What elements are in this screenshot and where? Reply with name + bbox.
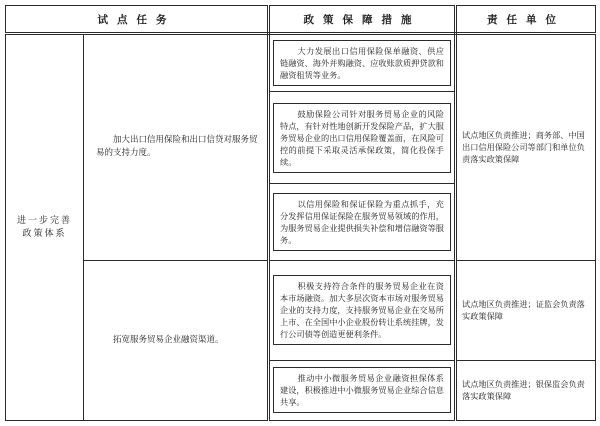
responsibility-text-3: 试点地区负责推进；银保监会负责落实政策保障 [462,379,585,402]
responsibility-text-2: 试点地区负责推进；证监会负责落实政策保障 [462,299,585,322]
header-task: 试点任务 [6,6,269,34]
measure-text: 积极支持符合条件的服务贸易企业在资本市场融资。加大多层次资本市场对服务贸易企业的支持力度，支持服务贸易企业在交易所上市、在全国中小企业股份转让系统挂牌，发行公司债等创造更便利条件。 [280,281,444,340]
measure-cell-2-1 [269,260,456,360]
measure-box [273,275,451,345]
measure-text: 鼓励保险公司针对服务贸易企业的风险特点，有针对性地创新开发保险产品，扩大服务贸易企业的出口信用保险覆盖面，在风险可控的前提下采取灵活承保政策，简化投保手续。 [280,108,444,167]
task-text-1: 加大出口信用保险和出口信贷对服务贸易的支持力度。 [96,135,258,159]
task-cell-2 [84,260,269,420]
task-cell-1 [84,34,269,261]
responsibility-cell-2 [456,260,596,360]
table-row [6,34,596,92]
header-responsibility: 责任单位 [456,6,596,34]
table-row [6,260,596,360]
responsibility-cell-1 [456,34,596,261]
table-header-row [6,6,596,34]
task-text-2: 拓宽服务贸易企业融资渠道。 [113,334,224,345]
measure-cell-2-2 [269,360,456,420]
measure-cell-1-2 [269,92,456,184]
responsibility-cell-3 [456,360,596,420]
measure-text: 推动中小微服务贸易企业融资担保体系建设，积极推进中小微服务贸易企业综合信息共享。 [280,373,444,408]
category-line-1: 进一步完善 [16,215,72,226]
measure-box [273,193,451,251]
measure-box [273,40,451,86]
category-cell [6,34,84,421]
header-measure: 政策保障措施 [269,6,456,34]
policy-table [5,5,596,421]
measure-text: 大力发展出口信用保险保单融资、供应链融资、海外并购融资、应收账款质押贷款和融资租赁等业务。 [280,46,444,81]
category-line-2: 政策体系 [22,228,67,239]
measure-cell-1-1 [269,34,456,92]
measure-text: 以信用保险和保证保险为重点抓手，充分发挥信用保证保险在服务贸易领域的作用，为服务贸易企业提供损失补偿和增信融资等服务。 [280,198,444,245]
measure-box [273,103,451,173]
measure-cell-1-3 [269,184,456,260]
responsibility-text-1: 试点地区负责推进；商务部、中国出口信用保险公司等部门和单位负责落实政策保障 [462,130,585,165]
measure-box [273,367,451,413]
